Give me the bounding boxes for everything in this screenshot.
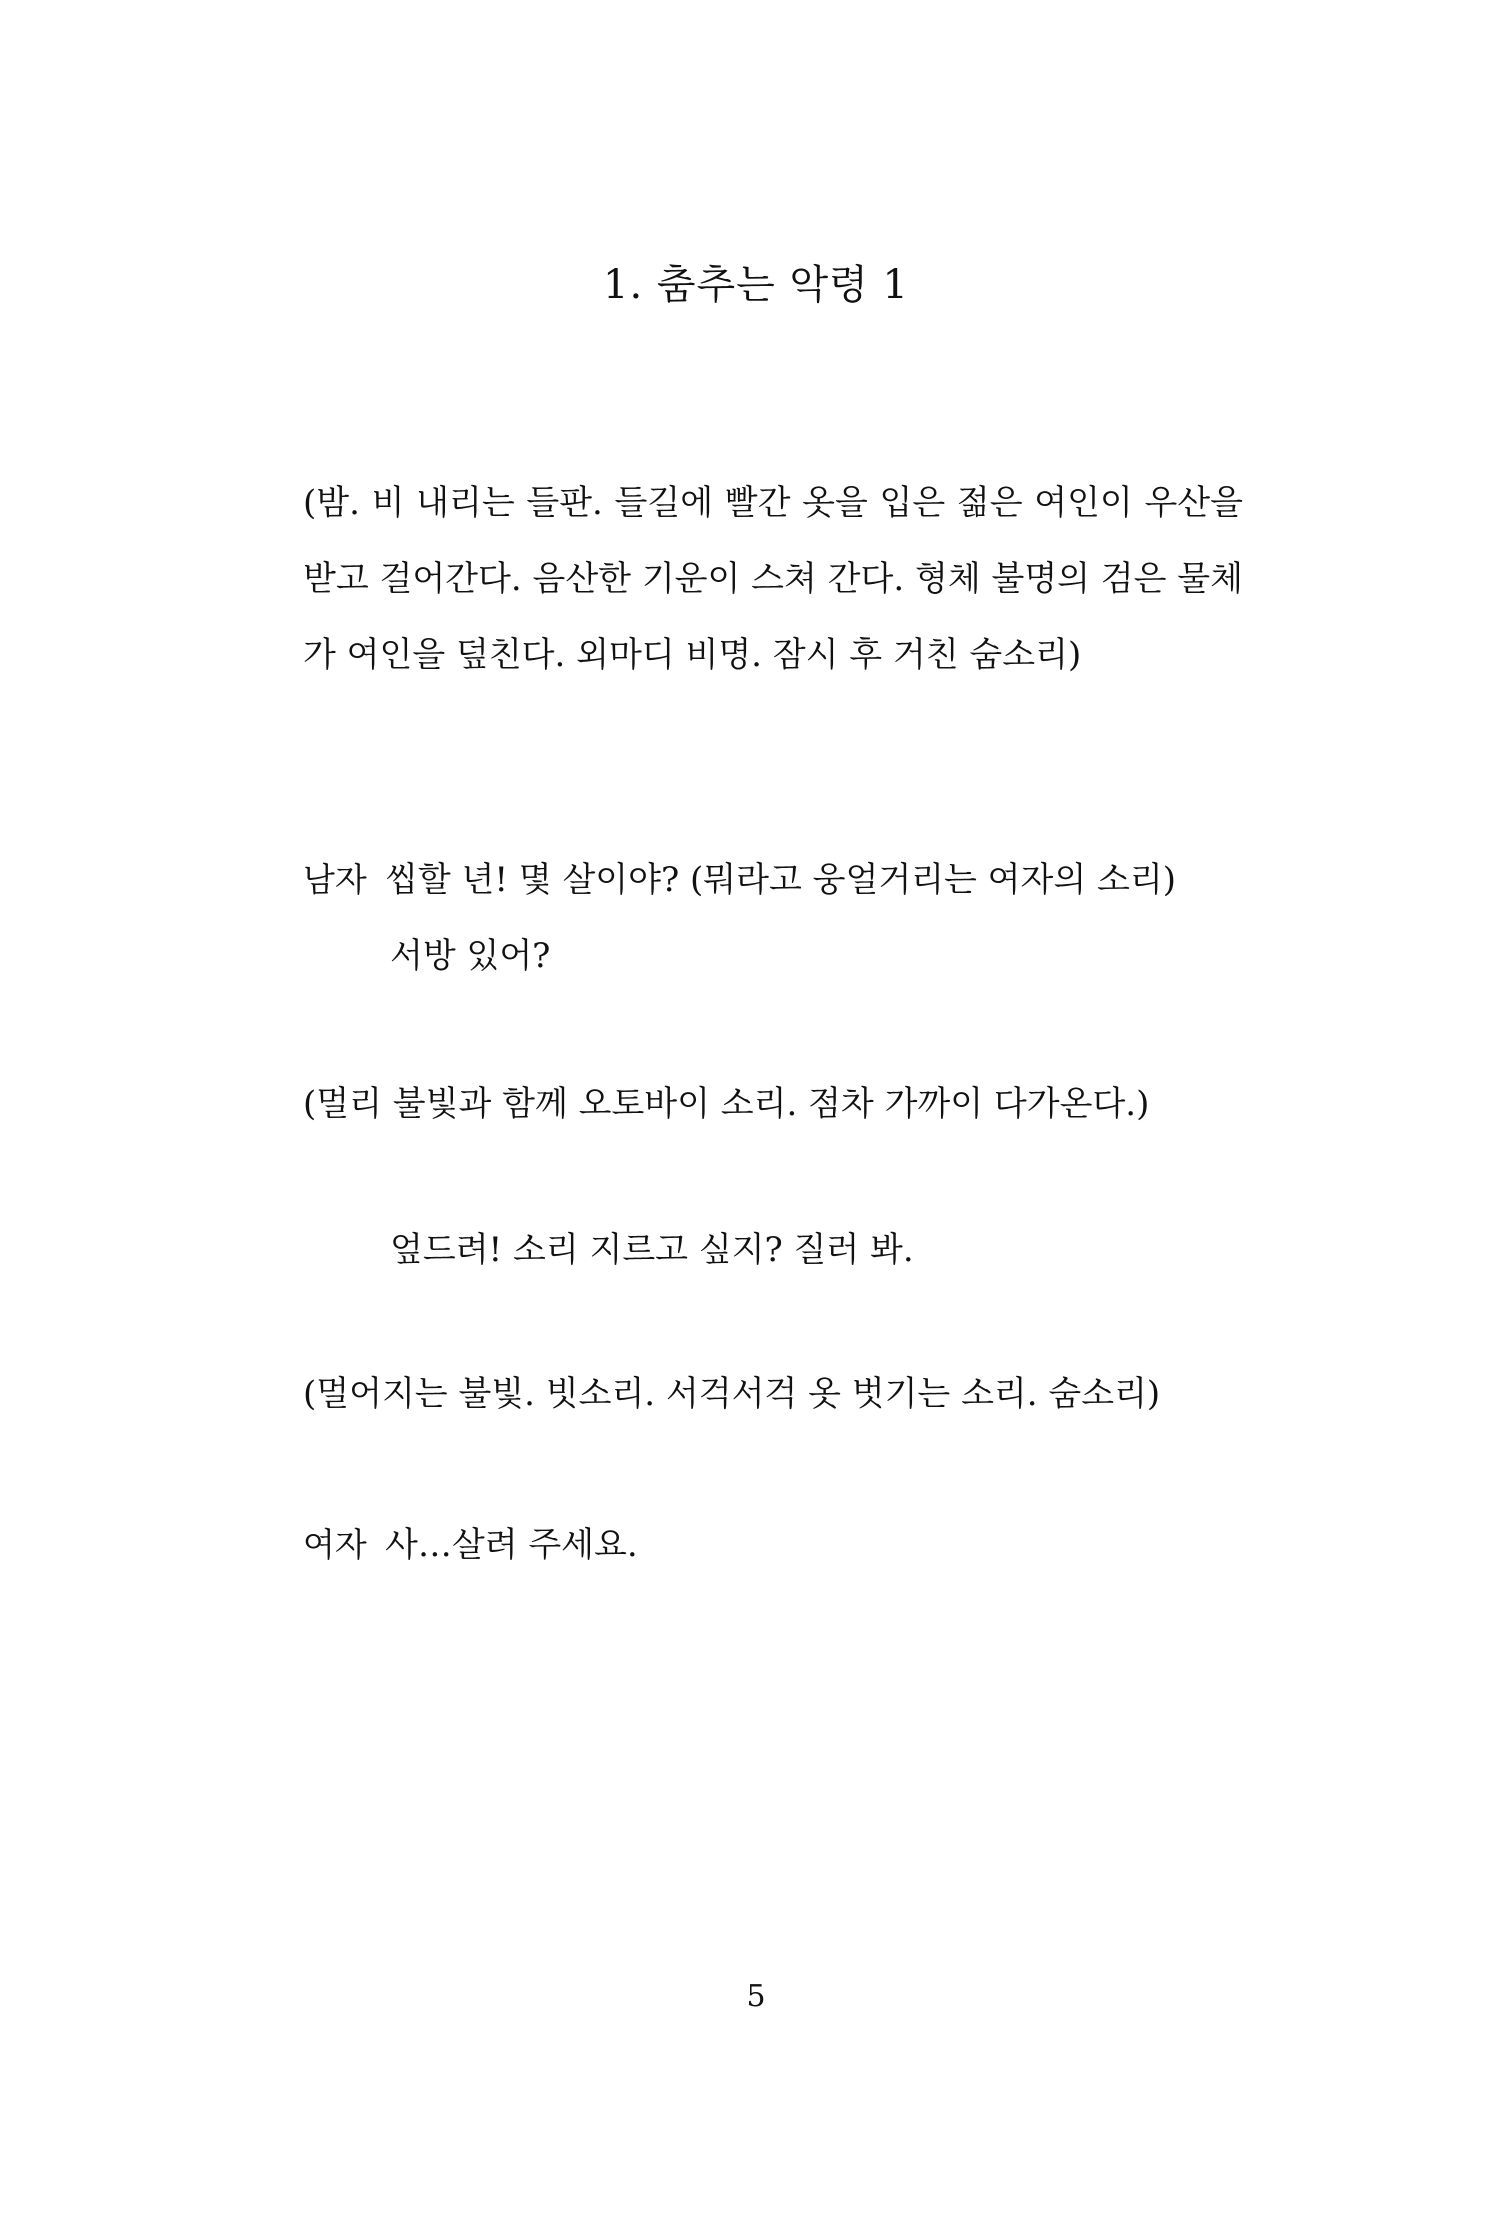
dialogue-woman-1 bbox=[303, 1507, 1243, 1583]
dialogue-continuation: 서방 있어? bbox=[390, 936, 551, 976]
speaker-label: 여자 bbox=[303, 1525, 367, 1564]
stage-direction-motorcycle: (멀리 불빛과 함께 오토바이 소리. 점차 가까이 다가온다.) bbox=[303, 1084, 1150, 1124]
dialogue-line: 엎드려! 소리 지르고 싶지? 질러 봐. bbox=[390, 1230, 914, 1270]
stage-direction-opening: (밤. 비 내리는 들판. 들길에 빨간 옷을 입은 젊은 여인이 우산을 받고 걸어간다. 음산한 기운이 스쳐 간다. 형체 불명의 검은 물체가 여인을 덮친다. 외마디 비명. 잠시 후 거친 숨소리) bbox=[303, 483, 1243, 675]
dialogue-line: 씹할 년! 몇 살이야? (뭐라고 웅얼거리는 여자의 소리) bbox=[385, 860, 1176, 900]
speaker-label: 남자 bbox=[303, 860, 367, 899]
dialogue-man-2 bbox=[303, 1212, 1243, 1288]
dialogue-man-1 bbox=[303, 842, 1243, 994]
dialogue-line: 사…살려 주세요. bbox=[385, 1525, 638, 1565]
stage-direction-fading-light: (멀어지는 불빛. 빗소리. 서걱서걱 옷 벗기는 소리. 숨소리) bbox=[303, 1374, 1161, 1414]
chapter-title: 1. 춤추는 악령 1 bbox=[603, 262, 909, 308]
page-number: 5 bbox=[746, 1979, 766, 2014]
